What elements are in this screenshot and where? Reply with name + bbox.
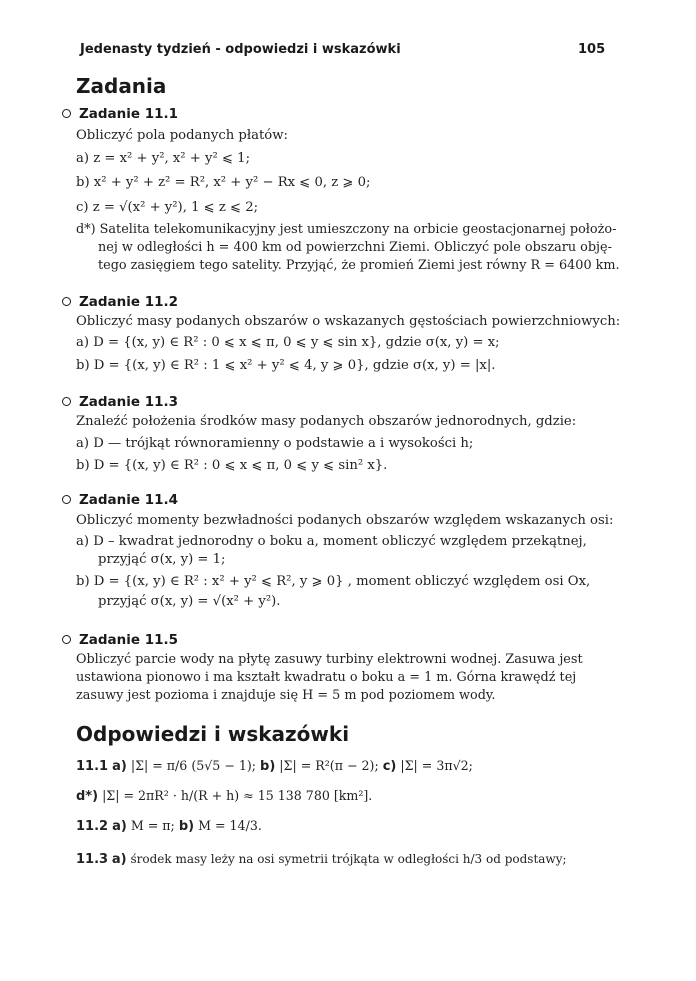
page-number: 105 [578, 42, 606, 57]
task-11-2-b: b) D = {(x, y) ∈ R² : 1 ⩽ x² + y² ⩽ 4, y ⩾ 0}, gdzie σ(x, y) = |x|. [76, 358, 496, 373]
answer-11-1-d: d*) |Σ| = 2πR² · h/(R + h) ≈ 15 138 780 [km²]. [76, 788, 373, 804]
task-11-1-a: a) z = x² + y², x² + y² ⩽ 1; [76, 151, 251, 166]
task-11-5-line2: ustawiona pionowo i ma kształt kwadratu o boku a = 1 m. Górna krawędź tej [76, 670, 577, 685]
task-11-4-b-line1: b) D = {(x, y) ∈ R² : x² + y² ⩽ R², y ⩾ 0} , moment obliczyć względem osi Ox, [76, 574, 591, 589]
section-heading-zadania: Zadania [76, 74, 167, 98]
task-11-1-intro: Obliczyć pola podanych płatów: [76, 128, 288, 143]
task-11-1-d-line2: nej w odległości h = 400 km od powierzchni Ziemi. Obliczyć pole obszaru obję- [98, 240, 612, 255]
circle-bullet-icon [62, 635, 71, 644]
circle-bullet-icon [62, 109, 71, 118]
task-11-1-title: Zadanie 11.1 [62, 106, 178, 122]
task-11-5-line3: zasuwy jest pozioma i znajduje się H = 5 m pod poziomem wody. [76, 688, 496, 703]
circle-bullet-icon [62, 397, 71, 406]
task-11-4-intro: Obliczyć momenty bezwładności podanych obszarów względem wskazanych osi: [76, 513, 614, 528]
running-header-title: Jedenasty tydzień - odpowiedzi i wskazówki [80, 42, 401, 57]
task-11-4-title: Zadanie 11.4 [62, 492, 178, 508]
task-11-5-title: Zadanie 11.5 [62, 632, 178, 648]
task-11-4-a-line2: przyjąć σ(x, y) = 1; [98, 552, 226, 567]
answer-11-1-abc: 11.1 a) |Σ| = π/6 (5√5 − 1); b) |Σ| = R²(π − 2); c) |Σ| = 3π√2; [76, 758, 473, 774]
task-11-5-line1: Obliczyć parcie wody na płytę zasuwy turbiny elektrowni wodnej. Zasuwa jest [76, 652, 583, 667]
task-11-1-c: c) z = √(x² + y²), 1 ⩽ z ⩽ 2; [76, 200, 259, 215]
task-11-4-a-line1: a) D – kwadrat jednorodny o boku a, moment obliczyć względem przekątnej, [76, 534, 587, 549]
task-11-3-b: b) D = {(x, y) ∈ R² : 0 ⩽ x ⩽ π, 0 ⩽ y ⩽ sin² x}. [76, 458, 388, 473]
task-11-1-d-line3: tego zasięgiem tego satelity. Przyjąć, że promień Ziemi jest równy R = 6400 km. [98, 258, 620, 273]
task-11-2-title: Zadanie 11.2 [62, 294, 178, 310]
circle-bullet-icon [62, 297, 71, 306]
task-11-4-b-line2: przyjąć σ(x, y) = √(x² + y²). [98, 594, 281, 609]
task-11-1-b: b) x² + y² + z² = R², x² + y² − Rx ⩽ 0, z ⩾ 0; [76, 175, 371, 190]
task-11-1-d-line1: d*) Satelita telekomunikacyjny jest umieszczony na orbicie geostacjonarnej położo- [76, 222, 617, 237]
task-11-2-a: a) D = {(x, y) ∈ R² : 0 ⩽ x ⩽ π, 0 ⩽ y ⩽ sin x}, gdzie σ(x, y) = x; [76, 335, 500, 350]
task-11-2-intro: Obliczyć masy podanych obszarów o wskazanych gęstościach powierzchniowych: [76, 314, 621, 329]
answer-11-3: 11.3 a) środek masy leży na osi symetrii trójkąta w odległości h/3 od podstawy; [76, 852, 567, 867]
task-11-3-a: a) D — trójkąt równoramienny o podstawie a i wysokości h; [76, 436, 474, 451]
section-heading-odpowiedzi: Odpowiedzi i wskazówki [76, 722, 350, 746]
task-11-3-title: Zadanie 11.3 [62, 394, 178, 410]
task-11-3-intro: Znaleźć położenia środków masy podanych obszarów jednorodnych, gdzie: [76, 414, 577, 429]
answer-11-2: 11.2 a) M = π; b) M = 14/3. [76, 818, 262, 834]
circle-bullet-icon [62, 495, 71, 504]
